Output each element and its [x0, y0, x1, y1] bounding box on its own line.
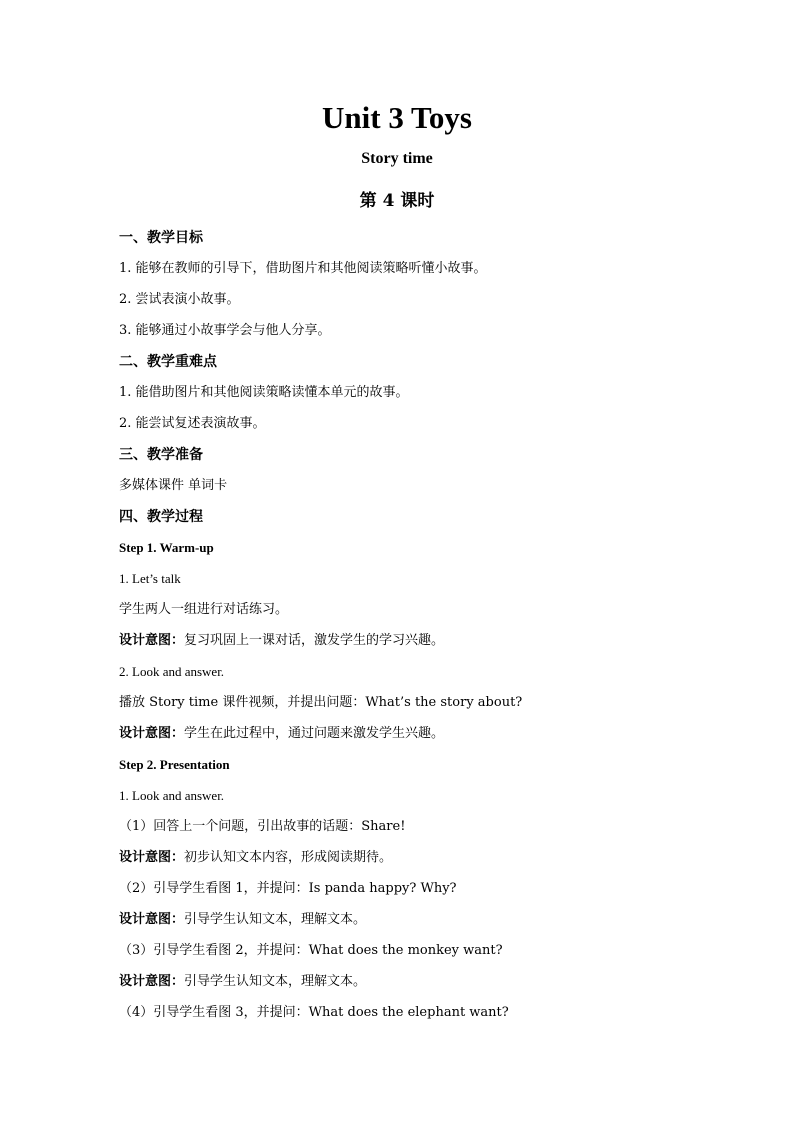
section-heading: 二、教学重难点 — [119, 354, 217, 370]
design-intent-text: 复习巩固上一课对话，激发学生的学习兴趣。 — [184, 633, 445, 648]
document-title: Unit 3 Toys — [322, 100, 472, 135]
body-text-line: 2. 尝试表演小故事。 — [119, 292, 240, 307]
body-text-line: 多媒体课件 单词卡 — [119, 478, 228, 493]
design-intent-label: 设计意图： — [119, 726, 185, 741]
design-intent-label: 设计意图： — [119, 850, 185, 865]
activity-item: 1. Look and answer. — [119, 788, 225, 803]
design-intent-text: 初步认知文本内容，形成阅读期待。 — [184, 850, 393, 865]
design-intent-line — [119, 722, 719, 753]
lesson-number: 第 4 课时 — [359, 191, 435, 211]
body-text-line: 2. 能尝试复述表演故事。 — [119, 416, 266, 431]
design-intent-label: 设计意图： — [119, 912, 185, 927]
activity-item: 1. Let’s talk — [119, 571, 181, 586]
section-heading: 四、教学过程 — [119, 509, 203, 525]
body-text-line: 1. 能够在教师的引导下，借助图片和其他阅读策略听懂小故事。 — [119, 261, 487, 276]
section-heading: 三、教学准备 — [119, 447, 203, 463]
body-text-line: 播放 Story time 课件视频，并提出问题：What’s the story about? — [119, 695, 523, 710]
body-text-line: （2）引导学生看图 1，并提问：Is panda happy? Why? — [119, 881, 457, 896]
body-text-line: （3）引导学生看图 2，并提问：What does the monkey want? — [119, 943, 503, 958]
step-heading: Step 1. Warm-up — [119, 540, 214, 555]
section-heading: 一、教学目标 — [119, 230, 203, 246]
body-text-line: 3. 能够通过小故事学会与他人分享。 — [119, 323, 331, 338]
body-text-line: （1）回答上一个问题，引出故事的话题：Share! — [119, 819, 406, 834]
step-heading: Step 2. Presentation — [119, 757, 230, 772]
design-intent-label: 设计意图： — [119, 633, 185, 648]
body-text-line: 学生两人一组进行对话练习。 — [119, 602, 289, 617]
design-intent-line — [119, 846, 719, 877]
document-subtitle: Story time — [361, 150, 433, 167]
activity-item: 2. Look and answer. — [119, 664, 225, 679]
body-text-line: 1. 能借助图片和其他阅读策略读懂本单元的故事。 — [119, 385, 409, 400]
design-intent-text: 学生在此过程中，通过问题来激发学生兴趣。 — [184, 726, 445, 741]
design-intent-label: 设计意图： — [119, 974, 185, 989]
body-text-line: （4）引导学生看图 3，并提问：What does the elephant want? — [119, 1005, 509, 1020]
design-intent-line — [119, 908, 719, 939]
document-body — [119, 226, 719, 1032]
design-intent-text: 引导学生认知文本，理解文本。 — [184, 912, 367, 927]
design-intent-line — [119, 629, 719, 660]
design-intent-line — [119, 970, 719, 1001]
design-intent-text: 引导学生认知文本，理解文本。 — [184, 974, 367, 989]
